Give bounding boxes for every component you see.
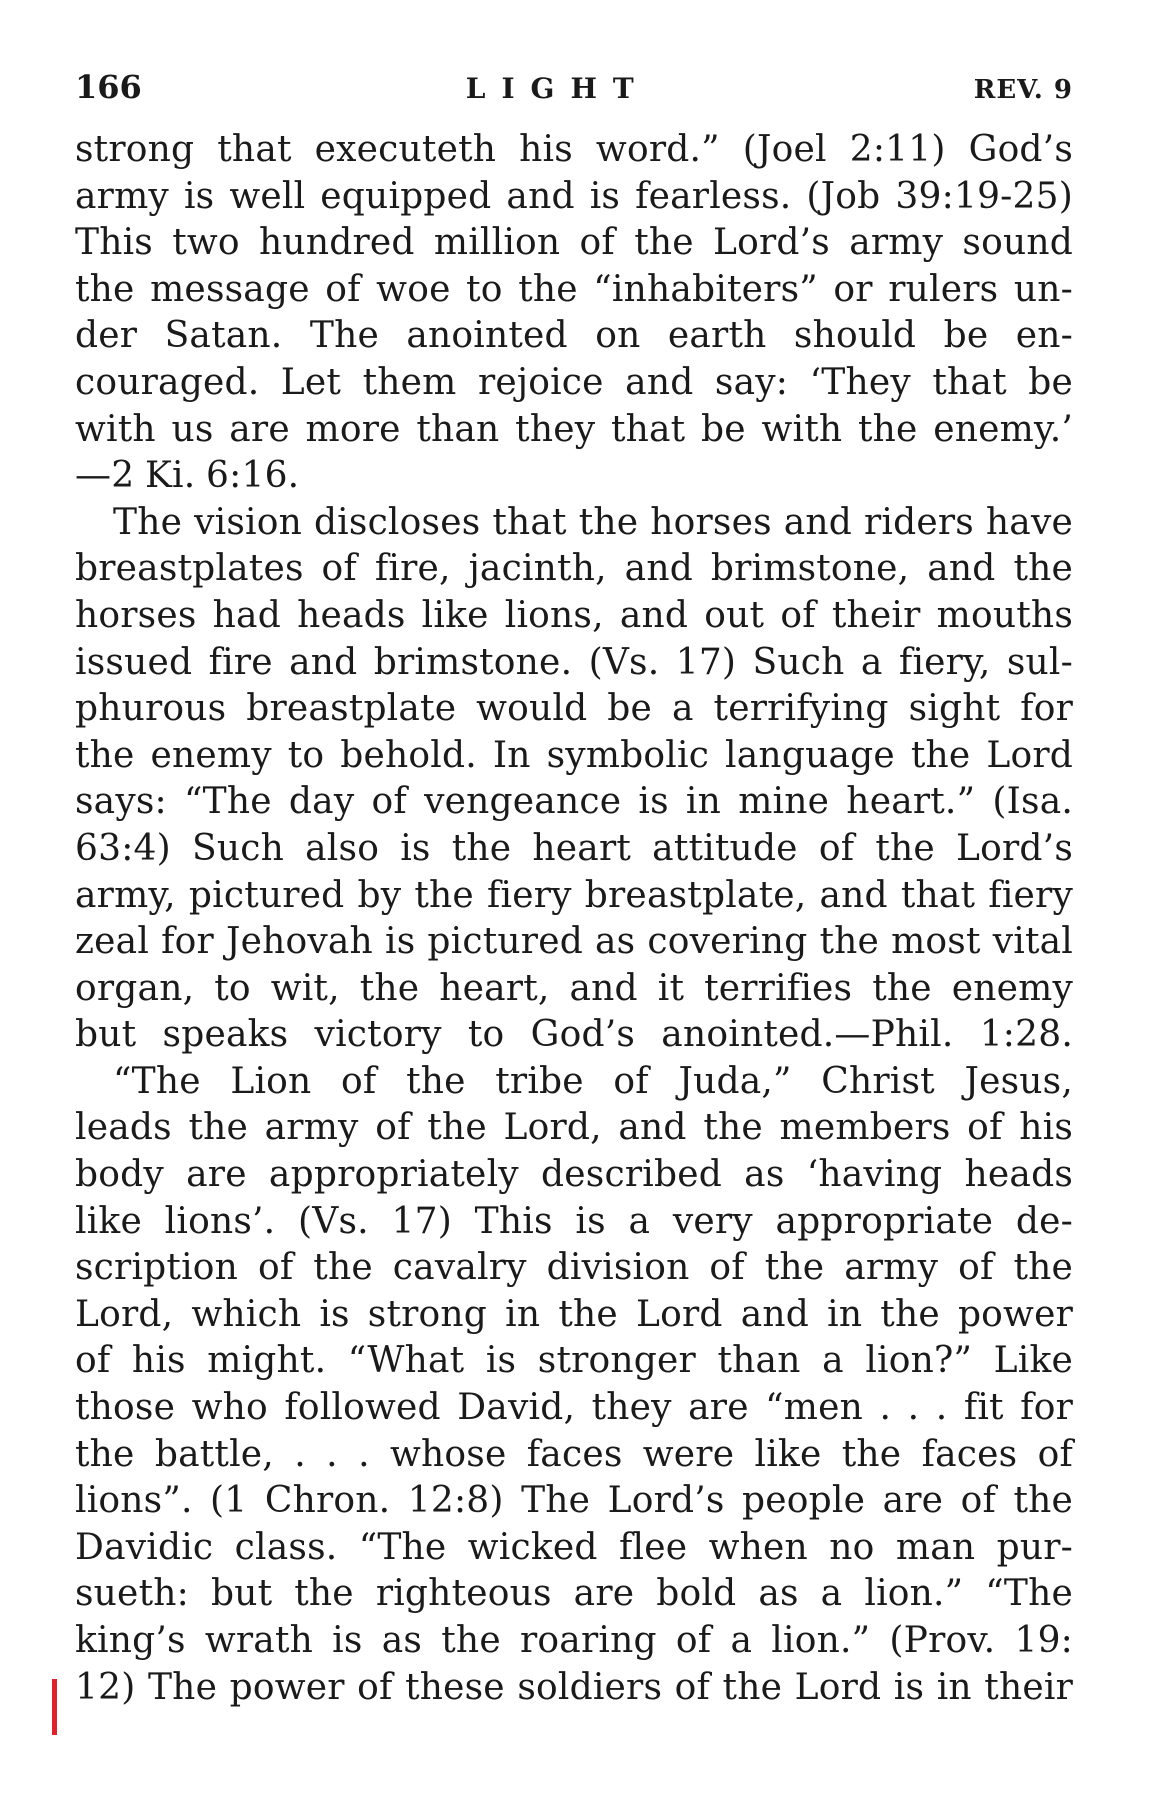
text-line: issued fire and brimstone. (Vs. 17) Such a fiery, sul- — [75, 641, 1073, 683]
text-line: Lord, which is strong in the Lord and in the power — [75, 1293, 1073, 1335]
text-line: Davidic class. “The wicked flee when no man pur- — [75, 1526, 1073, 1568]
text-line: king’s wrath is as the roaring of a lion.” (Prov. 19: — [75, 1620, 1073, 1661]
text-line: army, pictured by the fiery breastplate, and that fiery — [75, 874, 1073, 916]
text-line: sueth: but the righteous are bold as a lion.” “The — [75, 1573, 1073, 1615]
text-line: zeal for Jehovah is pictured as covering the most vital — [75, 921, 1073, 963]
text-line: organ, to wit, the heart, and it terrifies the enemy — [75, 967, 1073, 1009]
text-line: the enemy to behold. In symbolic language the Lord — [75, 734, 1073, 776]
text-line: like lions’. (Vs. 17) This is a very appropriate de- — [75, 1200, 1073, 1242]
running-title: LIGHT — [465, 72, 650, 105]
page-header — [75, 68, 1073, 108]
text-line: of his might. “What is stronger than a lion?” Like — [75, 1340, 1073, 1382]
text-line: der Satan. The anointed on earth should be en- — [75, 315, 1073, 357]
text-line: says: “The day of vengeance is in mine heart.” (Isa. — [75, 781, 1073, 823]
text-line: This two hundred million of the Lord’s army sound — [75, 222, 1073, 264]
page-number: 166 — [75, 68, 142, 106]
text-line: —2 Ki. 6:16. — [75, 455, 300, 497]
body-text — [75, 127, 1073, 1711]
text-line: breastplates of fire, jacinth, and brimstone, and the — [75, 548, 1073, 590]
text-line: lions”. (1 Chron. 12:8) The Lord’s people are of the — [75, 1480, 1073, 1522]
text-line: the message of woe to the “inhabiters” or rulers un- — [75, 268, 1073, 310]
text-line: phurous breastplate would be a terrifying sight for — [75, 688, 1073, 730]
text-line: leads the army of the Lord, and the members of his — [75, 1107, 1073, 1149]
text-line: strong that executeth his word.” (Joel 2:11) God’s — [75, 129, 1073, 170]
text-line: those who followed David, they are “men . . . fit for — [75, 1387, 1073, 1429]
text-line: 63:4) Such also is the heart attitude of the Lord’s — [75, 827, 1073, 869]
text-line: body are appropriately described as ‘having heads — [75, 1154, 1073, 1196]
text-line: scription of the cavalry division of the army of the — [75, 1247, 1073, 1289]
text-line: army is well equipped and is fearless. (Job 39:19-25) — [75, 175, 1073, 217]
chapter-reference: REV. 9 — [973, 75, 1073, 105]
text-line: but speaks victory to God’s anointed.—Phil. 1:28. — [75, 1014, 1073, 1056]
text-line: horses had heads like lions, and out of their mouths — [75, 594, 1073, 636]
margin-highlight-mark — [52, 1679, 57, 1735]
paragraph-start-line: The vision discloses that the horses and riders have — [113, 501, 1073, 543]
text-line: the battle, . . . whose faces were like the faces of — [75, 1433, 1073, 1475]
text-line: couraged. Let them rejoice and say: ‘They that be — [75, 361, 1073, 403]
paragraph-start-line: “The Lion of the tribe of Juda,” Christ Jesus, — [113, 1060, 1073, 1102]
text-line: 12) The power of these soldiers of the Lord is in their — [75, 1666, 1073, 1708]
text-line: with us are more than they that be with the enemy.’ — [75, 408, 1073, 450]
